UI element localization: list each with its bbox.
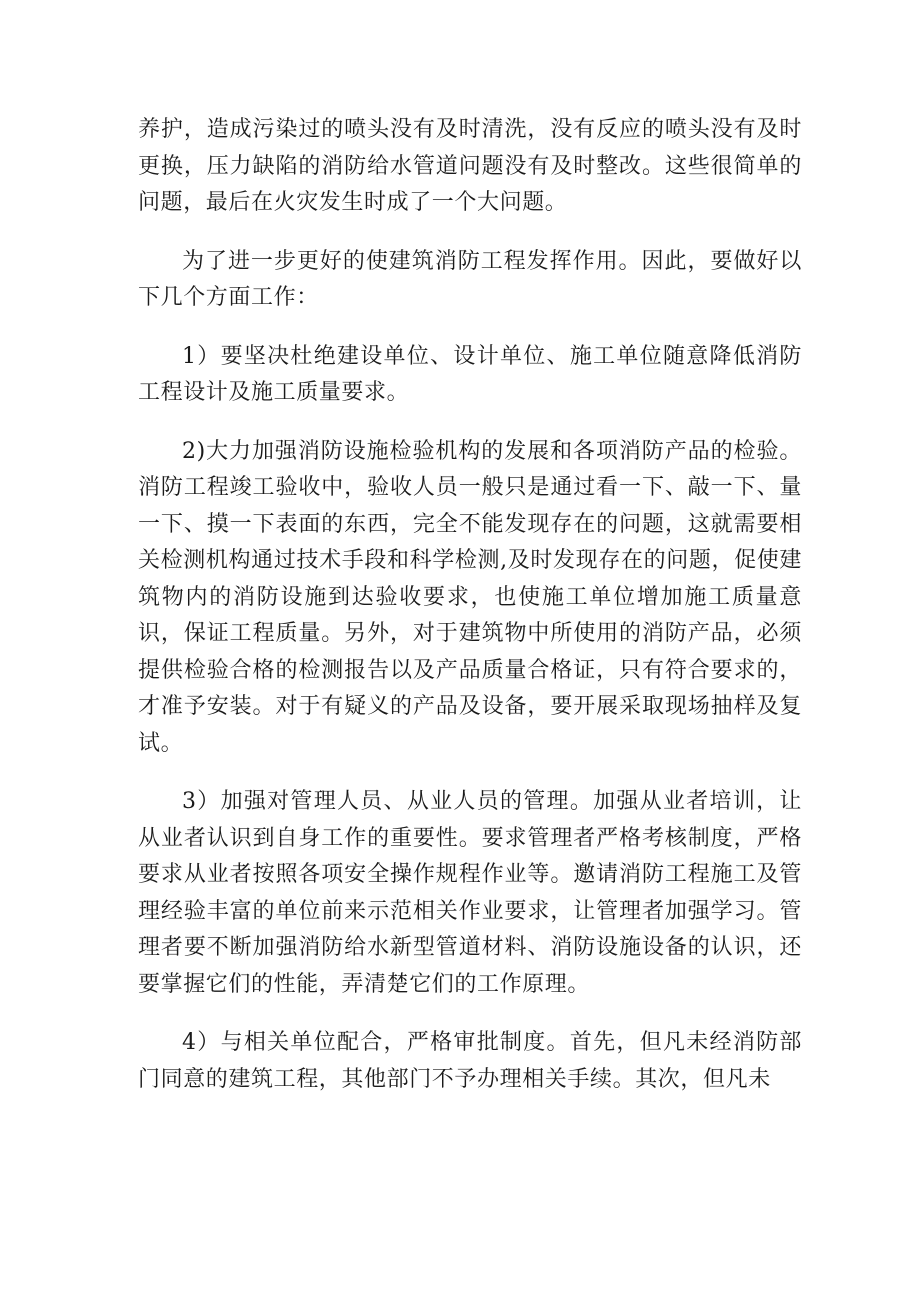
paragraph-continuation: 养护，造成污染过的喷头没有及时清洗，没有反应的喷头没有及时更换，压力缺陷的消防给水管道问题没有及时整改。这些很简单的问题，最后在火灾发生时成了一个大问题。 [138,117,802,215]
paragraph-item-2: 2)大力加强消防设施检验机构的发展和各项消防产品的检验。消防工程竣工验收中，验收人员一般只是通过看一下、敲一下、量一下、摸一下表面的东西，完全不能发现存在的问题，这就需要相关检测机构通过技术手段和科学检测,及时发现存在的问题，促使建筑物内的消防设施到达验收要求，也使施工单位增加施工质量意识，保证工程质量。另外，对于建筑物中所使用的消防产品，必须提供检验合格的检测报告以及产品质量合格证，只有符合要求的，才准予安装。对于有疑义的产品及设备，要开展采取现场抽样及复试。 [138,438,802,756]
paragraph-item-1: 1）要坚决杜绝建设单位、设计单位、施工单位随意降低消防工程设计及施工质量要求。 [138,343,802,405]
document-body [138,112,802,1120]
paragraph-item-4: 4）与相关单位配合，严格审批制度。首先，但凡未经消防部门同意的建筑工程，其他部门不予办理相关手续。其次，但凡未 [138,1030,802,1092]
paragraph-item-3: 3）加强对管理人员、从业人员的管理。加强从业者培训，让从业者认识到自身工作的重要性。要求管理者严格考核制度，严格要求从业者按照各项安全操作规程作业等。邀请消防工程施工及管理经验丰富的单位前来示范相关作业要求，让管理者加强学习。管理者要不断加强消防给水新型管道材料、消防设施设备的认识，还要掌握它们的性能，弄清楚它们的工作原理。 [138,789,802,997]
paragraph-intro: 为了进一步更好的使建筑消防工程发挥作用。因此，要做好以下几个方面工作： [138,248,802,310]
